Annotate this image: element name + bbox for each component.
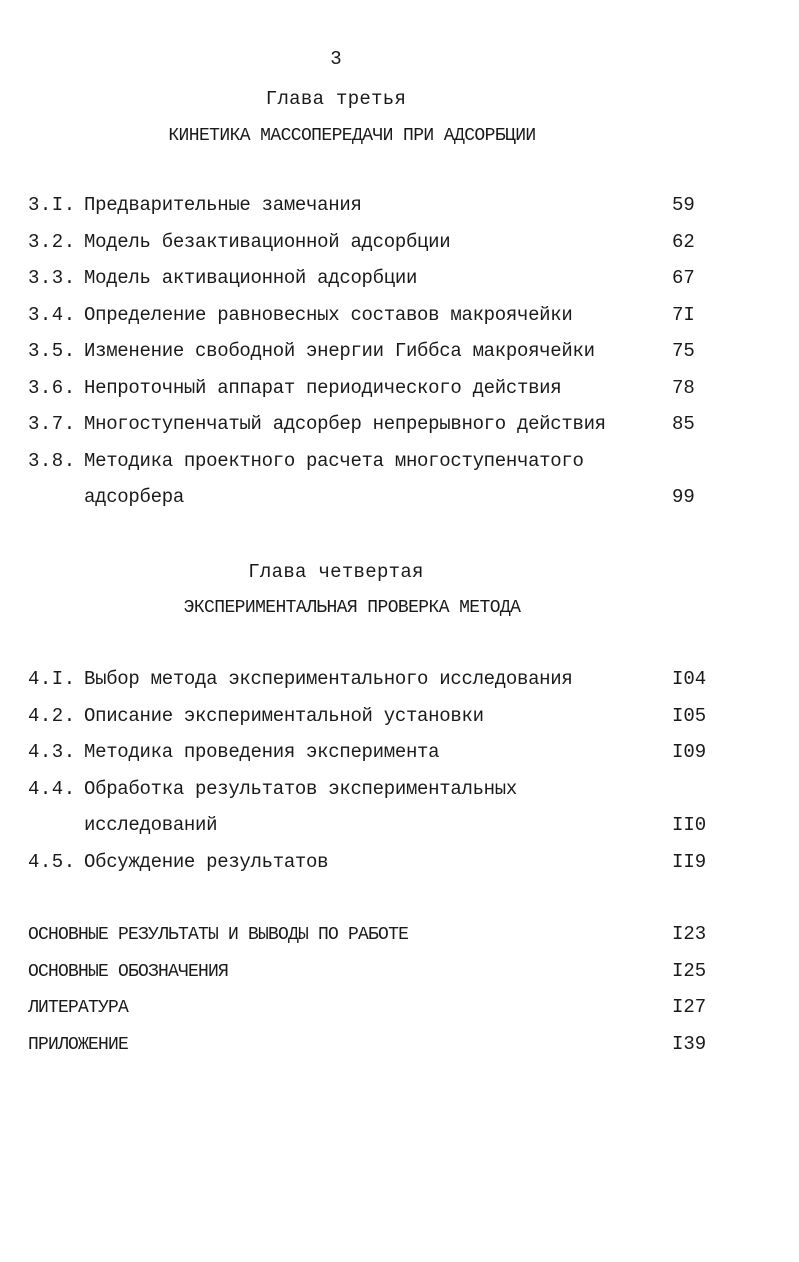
toc-entry-page: 75 — [672, 340, 695, 362]
toc-entry-page: II9 — [672, 850, 707, 873]
chapter-4-label: Глава четвертая — [248, 561, 424, 583]
end-section-page: I27 — [672, 996, 707, 1018]
end-section-appendix[interactable] — [28, 1033, 722, 1070]
toc-entry-number: 3.I. — [28, 194, 76, 216]
toc-entry-title: Выбор метода экспериментального исследования — [84, 668, 573, 690]
end-sections — [28, 923, 722, 1069]
chapter-4-title: ЭКСПЕРИМЕНТАЛЬНАЯ ПРОВЕРКА МЕТОДА — [183, 598, 521, 618]
toc-entry-title: Изменение свободной энергии Гиббса макроячейки — [84, 340, 595, 362]
toc-entry-number: 4.I. — [28, 668, 76, 690]
toc-entry-title: Непроточный аппарат периодического действия — [84, 376, 562, 399]
end-section-page: I25 — [672, 959, 707, 982]
end-section-results[interactable] — [28, 923, 722, 960]
toc-entry-4-5[interactable] — [28, 851, 722, 888]
toc-entry-number: 4.5. — [28, 850, 76, 873]
end-section-page: I23 — [672, 923, 707, 945]
toc-entry-title: адсорбера — [84, 486, 184, 508]
toc-entry-page: 85 — [672, 413, 695, 435]
toc-entry-page: 62 — [672, 230, 695, 253]
toc-entry-3-3[interactable] — [28, 267, 722, 304]
toc-entry-page: II0 — [672, 814, 707, 836]
toc-entry-3-5[interactable] — [28, 340, 722, 377]
toc-entry-title: Методика проведения эксперимента — [84, 741, 440, 763]
end-section-title: ПРИЛОЖЕНИЕ — [28, 1034, 129, 1055]
toc-entry-number: 4.2. — [28, 704, 76, 727]
chapter-3-title: КИНЕТИКА МАССОПЕРЕДАЧИ ПРИ АДСОРБЦИИ — [168, 126, 536, 146]
toc-entry-4-1[interactable] — [28, 668, 722, 705]
toc-entry-number: 3.8. — [28, 449, 76, 472]
page-number: 3 — [330, 48, 342, 70]
end-section-title: ОСНОВНЫЕ РЕЗУЛЬТАТЫ И ВЫВОДЫ ПО РАБОТЕ — [28, 925, 409, 945]
toc-entry-number: 4.3. — [28, 741, 76, 763]
toc-entry-4-4[interactable] — [28, 778, 722, 815]
toc-entry-number: 3.3. — [28, 267, 76, 289]
end-section-notation[interactable] — [28, 960, 722, 997]
toc-entry-4-4-continued[interactable] — [28, 814, 722, 851]
toc-entry-page: 7I — [672, 303, 695, 326]
toc-entry-number: 3.5. — [28, 340, 76, 362]
toc-entry-page: I05 — [672, 704, 707, 727]
end-section-title: ЛИТЕРАТУРА — [28, 998, 129, 1018]
toc-entry-3-2[interactable] — [28, 231, 722, 268]
toc-entry-title: Обсуждение результатов — [84, 850, 329, 873]
toc-entry-title: Описание экспериментальной установки — [84, 704, 484, 727]
toc-entry-title: Определение равновесных составов макроячейки — [84, 303, 573, 326]
toc-entry-3-8-continued[interactable] — [28, 486, 722, 523]
chapter-3-label: Глава третья — [265, 88, 407, 110]
toc-entry-3-8[interactable] — [28, 450, 722, 487]
toc-entry-3-4[interactable] — [28, 304, 722, 341]
toc-entry-4-3[interactable] — [28, 741, 722, 778]
toc-entry-3-1[interactable] — [28, 194, 722, 231]
toc-entry-4-2[interactable] — [28, 705, 722, 742]
end-section-page: I39 — [672, 1032, 707, 1055]
toc-entry-page: I09 — [672, 741, 707, 763]
toc-entry-page: I04 — [672, 668, 707, 690]
toc-entry-title: Обработка результатов экспериментальных — [84, 777, 517, 800]
toc-entry-title: Предварительные замечания — [84, 194, 362, 216]
toc-entry-title: Методика проектного расчета многоступенчатого — [84, 449, 584, 472]
end-section-literature[interactable] — [28, 996, 722, 1033]
toc-entry-3-7[interactable] — [28, 413, 722, 450]
end-section-title: ОСНОВНЫЕ ОБОЗНАЧЕНИЯ — [28, 961, 229, 982]
toc-entry-number: 3.2. — [28, 230, 76, 253]
chapter-4-toc — [28, 668, 722, 887]
toc-entry-title: исследований — [84, 814, 218, 836]
toc-entry-number: 3.6. — [28, 376, 76, 399]
toc-entry-number: 4.4. — [28, 777, 76, 800]
chapter-3-toc — [28, 194, 722, 523]
toc-entry-page: 59 — [672, 194, 695, 216]
toc-entry-page: 78 — [672, 376, 695, 399]
toc-entry-title: Многоступенчатый адсорбер непрерывного действия — [84, 413, 606, 435]
toc-entry-3-6[interactable] — [28, 377, 722, 414]
toc-entry-number: 3.7. — [28, 413, 76, 435]
toc-entry-title: Модель активационной адсорбции — [84, 267, 418, 289]
toc-entry-page: 99 — [672, 486, 695, 508]
toc-entry-number: 3.4. — [28, 303, 76, 326]
toc-entry-title: Модель безактивационной адсорбции — [84, 230, 451, 253]
toc-entry-page: 67 — [672, 267, 695, 289]
